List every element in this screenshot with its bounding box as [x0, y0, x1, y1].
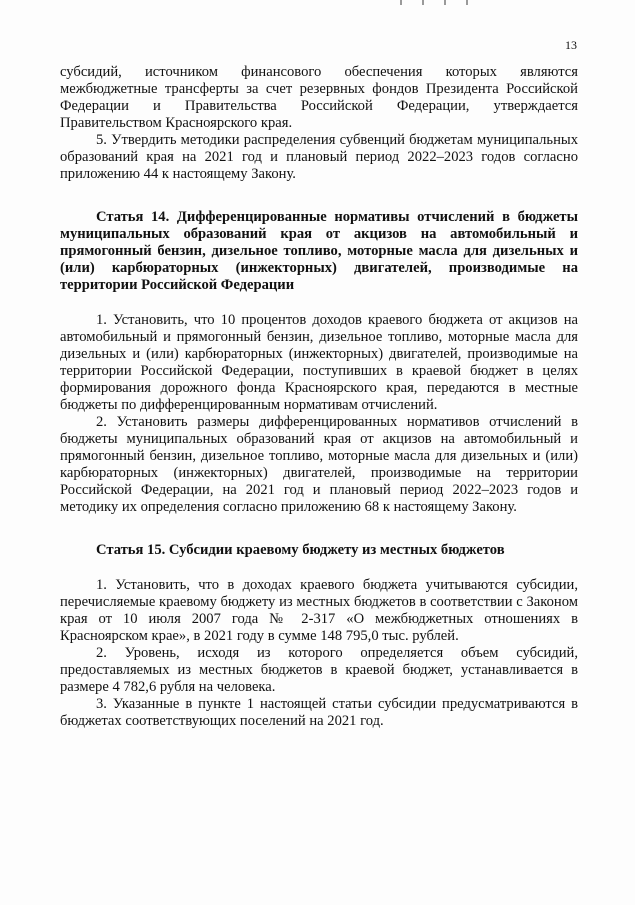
article-15-paragraph-1: 1. Установить, что в доходах краевого бюджета учитываются субсидии, перечисляемые краевому бюджету из местных бюджетов в соответствии с Законом края от 10 июля 2007 года № 2-317 «О межбюджетных отношениях в Красноярском крае», в 2021 году в сумме 148 795,0 тыс. рублей.	[60, 577, 578, 644]
article-14-paragraph-1: 1. Установить, что 10 процентов доходов краевого бюджета от акцизов на автомобильный и прямогонный бензин, дизельное топливо, моторные масла для дизельных и (или) карбюраторных (инжекторных) двигателей, производимые на территории Российской Федерации, поступивших в краевой бюджет в целях формирования дорожного фонда Красноярского края, передаются в местные бюджеты по дифференцированным нормативам отчислений.	[60, 312, 578, 413]
article-14-paragraph-2: 2. Установить размеры дифференцированных нормативов отчислений в бюджеты муниципальных образований края от акцизов на автомобильный и прямогонный бензин, дизельное топливо, моторные масла для дизельных и (или) карбюраторных (инжекторных) двигателей, производимые на территории Российской Федерации, на 2021 год и плановый период 2022–2023 годов и методику их определения согласно приложению 68 к настоящему Закону.	[60, 414, 578, 515]
document-body	[60, 64, 578, 730]
article-15-paragraph-3: 3. Указанные в пункте 1 настоящей статьи субсидии предусматриваются в бюджетах соответствующих поселений на 2021 год.	[60, 696, 578, 729]
scan-artifact	[400, 0, 480, 6]
page-number: 13	[565, 38, 577, 52]
article-15-paragraph-2: 2. Уровень, исходя из которого определяется объем субсидий, предоставляемых из местных бюджетов в краевой бюджет, устанавливается в размере 4 782,6 рубля на человека.	[60, 645, 578, 695]
article-15-heading: Статья 15. Субсидии краевому бюджету из местных бюджетов	[96, 542, 505, 558]
intro-paragraph-1: субсидий, источником финансового обеспечения которых являются межбюджетные трансферты за счет резервных фондов Президента Российской Федерации и Правительства Российской Федерации, утверждается Правительством Красноярского края.	[60, 64, 578, 131]
article-14-heading: Статья 14. Дифференцированные нормативы отчислений в бюджеты муниципальных образований края от акцизов на автомобильный и прямогонный бензин, дизельное топливо, моторные масла для дизельных и (или) карбюраторных (инжекторных) двигателей, производимые на территории Российской Федерации	[60, 209, 578, 293]
intro-paragraph-2: 5. Утвердить методики распределения субвенций бюджетам муниципальных образований края на 2021 год и плановый период 2022–2023 годов согласно приложению 44 к настоящему Закону.	[60, 132, 578, 182]
